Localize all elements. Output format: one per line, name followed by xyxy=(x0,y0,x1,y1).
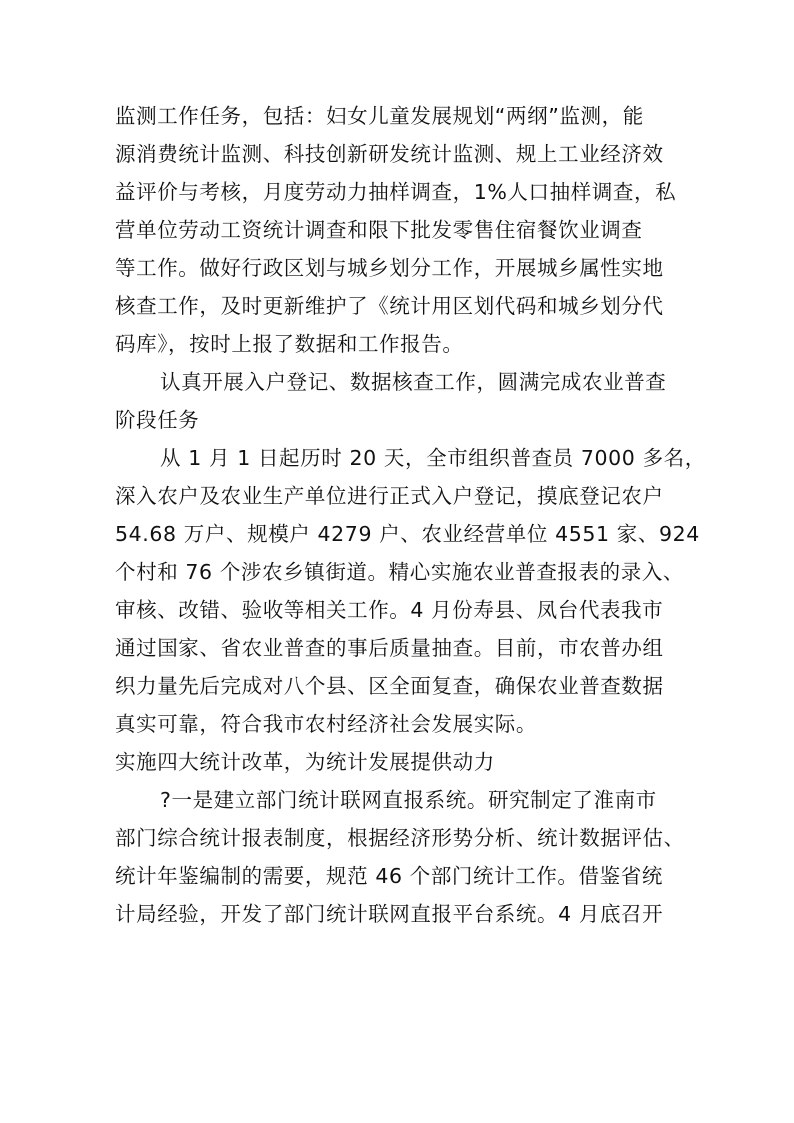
text-line: 计局经验，开发了部门统计联网直报平台系统。4 月底召开 xyxy=(115,902,664,926)
section-heading: 实施四大统计改革，为统计发展提供动力 xyxy=(115,750,495,774)
text-line: 真实可靠，符合我市农村经济社会发展实际。 xyxy=(115,712,537,736)
text-line: ?一是建立部门统计联网直报系统。研究制定了淮南市 xyxy=(160,788,657,812)
text-line: 源消费统计监测、科技创新研发统计监测、规上工业经济效 xyxy=(115,142,664,166)
section-heading: 阶段任务 xyxy=(115,408,200,432)
text-line: 部门综合统计报表制度，根据经济形势分析、统计数据评估、 xyxy=(115,826,685,850)
text-line: 监测工作任务，包括：妇女儿童发展规划“两纲”监测，能 xyxy=(115,104,644,128)
text-line: 从 1 月 1 日起历时 20 天，全市组织普查员 7000 多名， xyxy=(160,446,706,470)
text-line: 核查工作，及时更新维护了《统计用区划代码和城乡划分代 xyxy=(115,294,664,318)
text-line: 统计年鉴编制的需要，规范 46 个部门统计工作。借鉴省统 xyxy=(115,864,663,888)
text-line: 审核、改错、验收等相关工作。4 月份寿县、凤台代表我市 xyxy=(115,598,664,622)
text-line: 益评价与考核，月度劳动力抽样调查，1%人口抽样调查，私 xyxy=(115,180,677,204)
text-line: 营单位劳动工资统计调查和限下批发零售住宿餐饮业调查 xyxy=(115,218,643,242)
text-line: 个村和 76 个涉农乡镇街道。精心实施农业普查报表的录入、 xyxy=(115,560,685,584)
text-line: 通过国家、省农业普查的事后质量抽查。目前，市农普办组 xyxy=(115,636,664,660)
text-line: 等工作。做好行政区划与城乡划分工作，开展城乡属性实地 xyxy=(115,256,664,280)
text-line: 织力量先后完成对八个县、区全面复查，确保农业普查数据 xyxy=(115,674,664,698)
text-line: 深入农户及农业生产单位进行正式入户登记，摸底登记农户 xyxy=(115,484,664,508)
text-line: 码库》，按时上报了数据和工作报告。 xyxy=(115,332,464,356)
text-line: 54.68 万户、规模户 4279 户、农业经营单位 4551 家、924 xyxy=(115,522,700,546)
section-heading: 认真开展入户登记、数据核查工作，圆满完成农业普查 xyxy=(160,370,667,394)
